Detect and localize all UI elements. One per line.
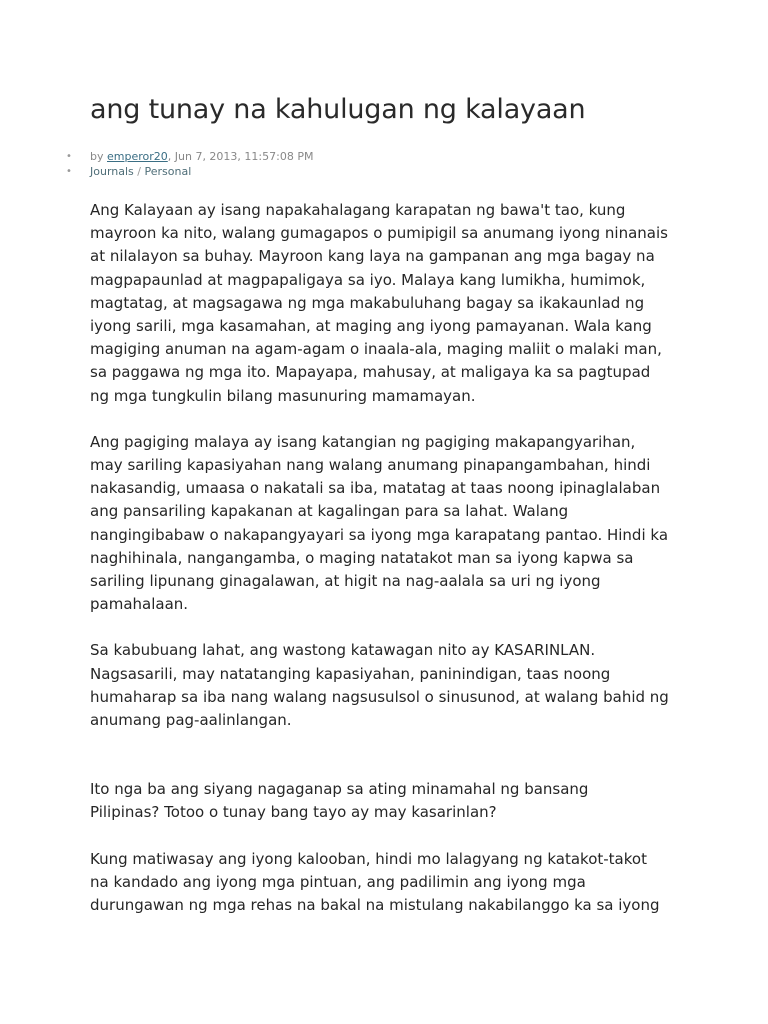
article-body (90, 199, 690, 917)
paragraph-5: Kung matiwasay ang iyong kalooban, hindi mo lalagyang ng katakot-takot na kandado ang iyong mga pintuan, ang padilimin ang iyong mga durungawan ng mga rehas na bakal na mistulang nakabilanggo ka sa iyong (90, 849, 660, 915)
paragraph-spacer (90, 732, 690, 778)
category-link-journals[interactable]: Journals (90, 165, 134, 178)
paragraph-3: Sa kabubuang lahat, ang wastong katawagan nito ay KASARINLAN. Nagsasarili, may natatanging kapasiyahan, paninindigan, taas noong humaharap sa iba nang walang nagsusulsol o sinusunod, at walang bahid ng anumang pag-aalinlangan. (90, 641, 669, 730)
page-title: ang tunay na kahulugan ng kalayaan (90, 94, 586, 125)
paragraph-spacer (90, 825, 690, 848)
meta-author-line (64, 149, 313, 164)
bullet-icon: • (66, 166, 72, 177)
category-separator: / (137, 165, 141, 178)
by-label: by (90, 150, 104, 163)
paragraph-2: Ang pagiging malaya ay isang katangian ng pagiging makapangyarihan, may sariling kapasiyahan nang walang anumang pinapangambahan, hindi nakasandig, umaasa o nakatali sa iba, matatag at taas noong ipinaglalaban ang pansariling kapakanan at kagalingan para sa lahat. Walang nangingibabaw o nakapangyayari sa iyong mga karapatang pantao. Hindi ka naghihinala, nangangamba, o maging natatakot man sa iyong kapwa sa sariling lipunang ginagalawan, at higit na nag-aalala sa uri ng iyong pamahalaan. (90, 432, 669, 614)
category-link-personal[interactable]: Personal (144, 165, 192, 178)
author-link[interactable]: emperor20 (107, 150, 168, 163)
meta-category-line (64, 164, 313, 179)
paragraph-1: Ang Kalayaan ay isang napakahalagang karapatan ng bawa't tao, kung mayroon ka nito, walang gumagapos o pumipigil sa anumang iyong ninanais at nilalayon sa buhay. Mayroon kang laya na gampanan ang mga bagay na magpapaunlad at magpapaligaya sa iyo. Malaya kang lumikha, humimok, magtatag, at magsagawa ng mga makabuluhang bagay sa ikakaunlad ng iyong sarili, mga kasamahan, at maging ang iyong pamayanan. Wala kang magiging anuman na agam-agam o inaala-ala, maging maliit o malaki man, sa paggawa ng mga ito. Mapayapa, mahusay, at maligaya ka sa pagtupad ng mga tungkulin bilang masunuring mamamayan. (90, 201, 668, 405)
bullet-icon: • (66, 151, 72, 162)
post-meta (64, 149, 313, 179)
paragraph-4: Ito nga ba ang siyang nagaganap sa ating minamahal ng bansang Pilipinas? Totoo o tunay bang tayo ay may kasarinlan? (90, 780, 589, 822)
paragraph-spacer (90, 408, 690, 431)
post-datetime: , Jun 7, 2013, 11:57:08 PM (167, 150, 314, 163)
paragraph-spacer (90, 616, 690, 639)
